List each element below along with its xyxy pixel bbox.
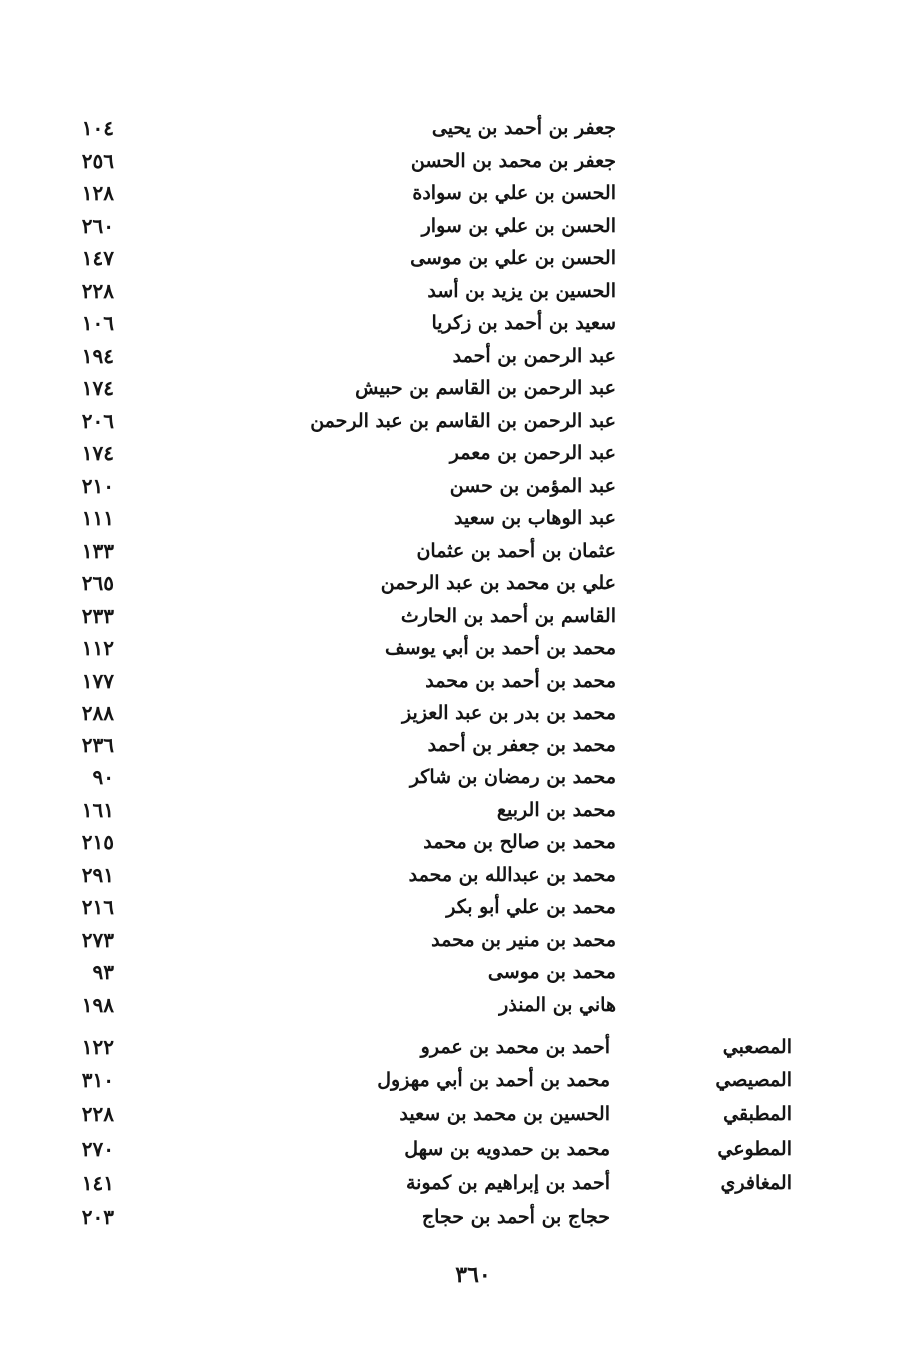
index-entry [0, 1167, 924, 1199]
index-entry [0, 1031, 924, 1063]
entry-nisba: المطبقي [723, 1103, 792, 1125]
entry-page-number: ١١١ [81, 506, 114, 530]
index-entry [0, 567, 924, 599]
index-entry [0, 340, 924, 372]
index-entry [0, 1098, 924, 1130]
entry-name: أحمد بن محمد بن عمرو [420, 1036, 610, 1058]
entry-page-number: ٢٨٨ [81, 701, 114, 725]
entry-page-number: ١٠٤ [81, 116, 114, 140]
entry-page-number: ٢٧٣ [81, 928, 114, 952]
entry-page-number: ٢٣٦ [81, 733, 114, 757]
entry-page-number: ٢٠٦ [81, 409, 114, 433]
index-entry [0, 145, 924, 177]
entry-name: محمد بن حمدويه بن سهل [404, 1138, 610, 1160]
entry-name: عبد الرحمن بن القاسم بن عبد الرحمن [310, 410, 616, 432]
entry-page-number: ٢٢٨ [81, 1102, 114, 1126]
index-entry [0, 761, 924, 793]
index-entry [0, 729, 924, 761]
entry-nisba: المصيصي [715, 1069, 792, 1091]
entry-name: محمد بن أحمد بن أبي مهزول [377, 1069, 610, 1091]
entry-page-number: ١٢٨ [81, 181, 114, 205]
entry-page-number: ١٤٧ [81, 246, 114, 270]
entry-name: محمد بن جعفر بن أحمد [427, 734, 616, 756]
entry-page-number: ٢١٥ [81, 830, 114, 854]
index-entry [0, 177, 924, 209]
entry-name: الحسين بن محمد بن سعيد [399, 1103, 610, 1125]
entry-page-number: ٢٥٦ [81, 149, 114, 173]
entry-name: محمد بن أحمد بن أبي يوسف [384, 637, 616, 659]
entry-name: عبد المؤمن بن حسن [449, 475, 616, 497]
entry-name: علي بن محمد بن عبد الرحمن [380, 572, 616, 594]
index-entry [0, 405, 924, 437]
index-entry [0, 242, 924, 274]
entry-name: محمد بن رمضان بن شاكر [409, 766, 616, 788]
entry-nisba: المغافري [720, 1172, 792, 1194]
entry-page-number: ١٦١ [81, 798, 114, 822]
entry-page-number: ٩٠ [92, 765, 114, 789]
entry-name: أحمد بن إبراهيم بن كمونة [406, 1172, 610, 1194]
index-entry [0, 859, 924, 891]
entry-page-number: ١٠٦ [81, 311, 114, 335]
entry-name: عبد الرحمن بن القاسم بن حبيش [355, 377, 616, 399]
entry-name: عبد الوهاب بن سعيد [453, 507, 616, 529]
index-entry [0, 1064, 924, 1096]
entry-page-number: ٣١٠ [81, 1068, 114, 1092]
index-entry [0, 502, 924, 534]
entry-nisba: المطوعي [717, 1138, 792, 1160]
entry-page-number: ١١٢ [81, 636, 114, 660]
entry-page-number: ٢٠٣ [81, 1205, 114, 1229]
entry-page-number: ١٤١ [81, 1171, 114, 1195]
entry-name: الحسن بن علي بن سوادة [412, 182, 616, 204]
page-number: ٣٦٠ [455, 1262, 491, 1288]
index-entry [0, 372, 924, 404]
entry-name: محمد بن علي أبو بكر [446, 896, 616, 918]
index-entry [0, 956, 924, 988]
entry-name: جعفر بن محمد بن الحسن [410, 150, 616, 172]
index-entry [0, 307, 924, 339]
entry-page-number: ٢٦٠ [81, 214, 114, 238]
entry-name: عبد الرحمن بن أحمد [452, 345, 616, 367]
entry-page-number: ٢١٦ [81, 895, 114, 919]
entry-name: محمد بن صالح بن محمد [423, 831, 616, 853]
entry-page-number: ١٩٨ [81, 993, 114, 1017]
entry-name: القاسم بن أحمد بن الحارث [400, 605, 616, 627]
index-entry [0, 112, 924, 144]
entry-name: هاني بن المنذر [499, 994, 616, 1016]
index-entry [0, 275, 924, 307]
index-entry [0, 437, 924, 469]
entry-page-number: ٩٣ [92, 960, 114, 984]
index-entry [0, 697, 924, 729]
entry-name: الحسن بن علي بن موسى [410, 247, 616, 269]
entry-page-number: ١٢٢ [81, 1035, 114, 1059]
entry-name: جعفر بن أحمد بن يحيى [431, 117, 616, 139]
index-entry [0, 210, 924, 242]
entry-name: الحسين بن يزيد بن أسد [427, 280, 616, 302]
index-entry [0, 535, 924, 567]
entry-name: عثمان بن أحمد بن عثمان [416, 540, 616, 562]
entry-page-number: ٢٧٠ [81, 1137, 114, 1161]
index-entry [0, 600, 924, 632]
entry-name: عبد الرحمن بن معمر [449, 442, 616, 464]
entry-name: محمد بن الربيع [496, 799, 616, 821]
index-entry [0, 470, 924, 502]
entry-page-number: ١٧٤ [81, 441, 114, 465]
index-entry [0, 924, 924, 956]
entry-page-number: ١٧٧ [81, 669, 114, 693]
entry-name: سعيد بن أحمد بن زكريا [431, 312, 616, 334]
entry-name: حجاج بن أحمد بن حجاج [421, 1206, 610, 1228]
entry-page-number: ١٧٤ [81, 376, 114, 400]
entry-name: الحسن بن علي بن سوار [421, 215, 616, 237]
index-entry [0, 794, 924, 826]
entry-name: محمد بن بدر بن عبد العزيز [402, 702, 616, 724]
entry-name: محمد بن أحمد بن محمد [425, 670, 616, 692]
index-entry [0, 891, 924, 923]
index-entry [0, 826, 924, 858]
entry-nisba: المصعبي [722, 1036, 792, 1058]
index-entry [0, 1133, 924, 1165]
index-entry [0, 665, 924, 697]
index-entry [0, 1201, 924, 1233]
entry-name: محمد بن عبدالله بن محمد [408, 864, 616, 886]
entry-page-number: ١٩٤ [81, 344, 114, 368]
entry-page-number: ٢١٠ [81, 474, 114, 498]
index-entry [0, 632, 924, 664]
entry-page-number: ٢٩١ [81, 863, 114, 887]
entry-page-number: ٢٦٥ [81, 571, 114, 595]
entry-page-number: ١٣٣ [81, 539, 114, 563]
entry-page-number: ٢٢٨ [81, 279, 114, 303]
index-entry [0, 989, 924, 1021]
entry-page-number: ٢٣٣ [81, 604, 114, 628]
entry-name: محمد بن منير بن محمد [431, 929, 616, 951]
entry-name: محمد بن موسى [487, 961, 616, 983]
